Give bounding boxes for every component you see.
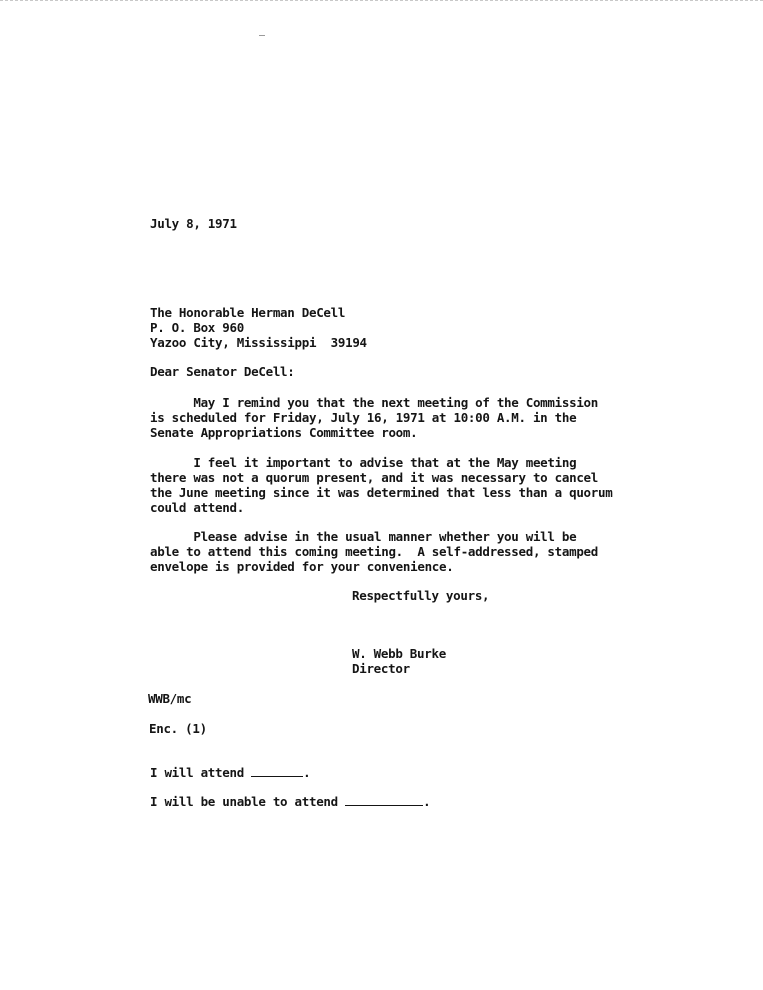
unable-period: .: [423, 794, 431, 809]
scan-speck: [259, 35, 265, 36]
reply-attend-label: I will attend: [150, 765, 244, 780]
recipient-name: The Honorable Herman DeCell: [150, 305, 346, 320]
closing: Respectfully yours,: [352, 588, 490, 603]
typist-initials: WWB/mc: [148, 691, 192, 706]
scan-top-border: [0, 0, 763, 1]
reply-attend-option: [150, 765, 310, 780]
body-line: May I remind you that the next meeting of the Commission: [150, 395, 598, 410]
body-line: Please advise in the usual manner whether you will be: [150, 529, 577, 544]
salutation: Dear Senator DeCell:: [150, 364, 295, 379]
body-line: I feel it important to advise that at the May meeting: [150, 455, 577, 470]
attend-period: .: [303, 765, 311, 780]
body-line: there was not a quorum present, and it was necessary to cancel: [150, 470, 598, 485]
attend-blank[interactable]: [251, 766, 303, 777]
reply-unable-label: I will be unable to attend: [150, 794, 338, 809]
letter-date: July 8, 1971: [150, 216, 237, 231]
body-line: is scheduled for Friday, July 16, 1971 at 10:00 A.M. in the: [150, 410, 577, 425]
recipient-address-line2: Yazoo City, Mississippi 39194: [150, 335, 367, 350]
body-line: the June meeting since it was determined that less than a quorum: [150, 485, 613, 500]
unable-blank[interactable]: [345, 795, 423, 806]
signer-name: W. Webb Burke: [352, 646, 446, 661]
enclosure-note: Enc. (1): [149, 721, 207, 736]
recipient-address-line1: P. O. Box 960: [150, 320, 244, 335]
body-line: Senate Appropriations Committee room.: [150, 425, 418, 440]
body-line: could attend.: [150, 500, 244, 515]
body-line: able to attend this coming meeting. A self-addressed, stamped: [150, 544, 598, 559]
reply-unable-option: [150, 794, 430, 809]
signer-title: Director: [352, 661, 410, 676]
body-line: envelope is provided for your convenience.: [150, 559, 454, 574]
